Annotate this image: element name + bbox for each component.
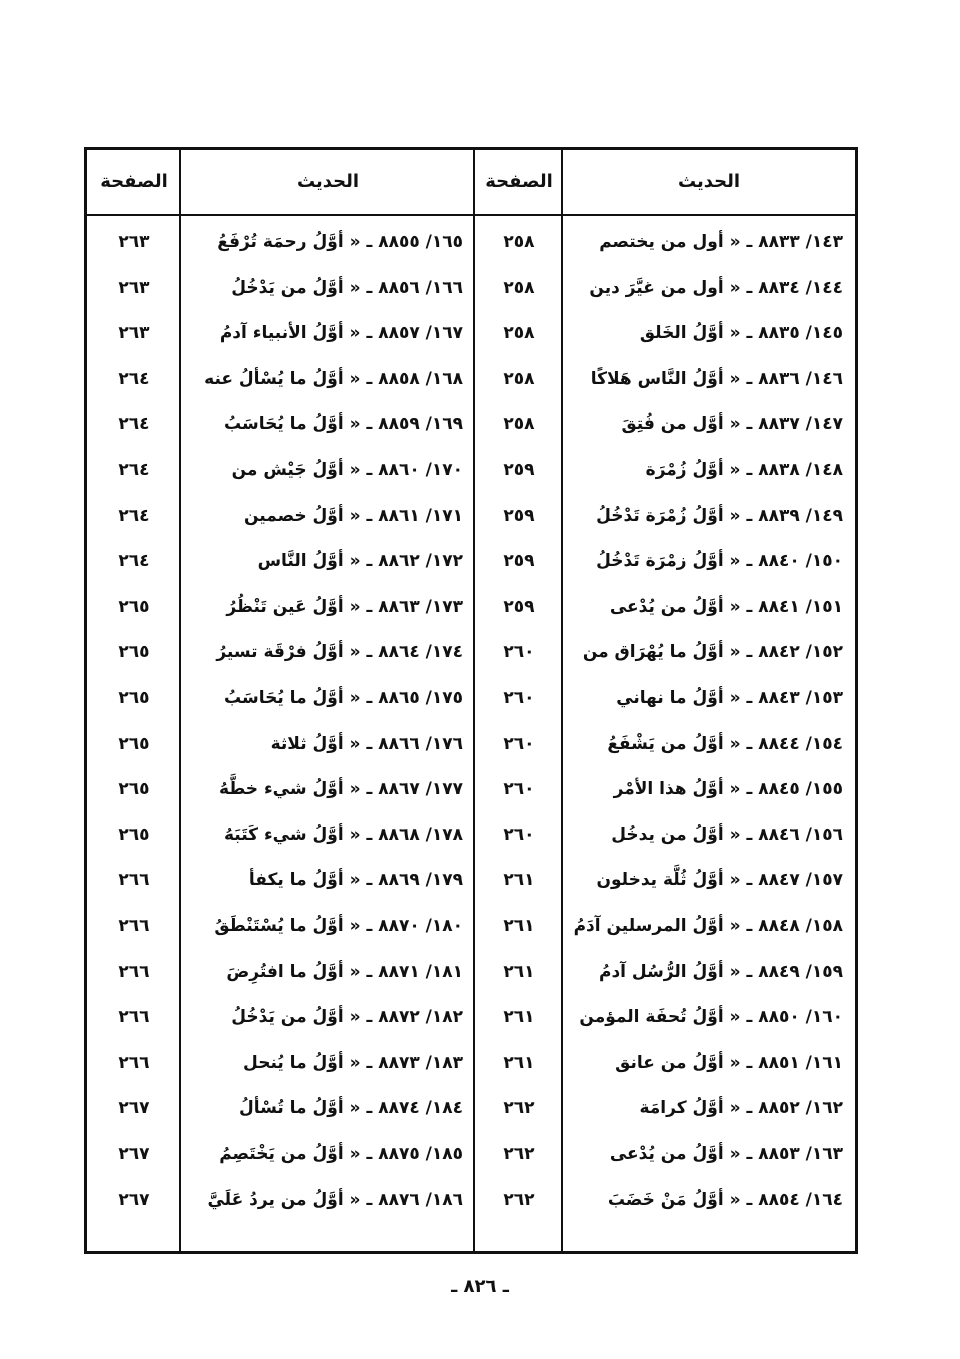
- hadith-entry: ١٥٦/ ٨٨٤٦ ـ « أوَّلُ من يدخُل: [611, 824, 843, 845]
- table-row: [87, 949, 855, 995]
- page-reference: ٢٥٨: [503, 277, 535, 298]
- hadith-entry: ١٤٤/ ٨٨٣٤ ـ « أول من غيَّرَ دين: [589, 277, 843, 298]
- hadith-entry: ١٧٦/ ٨٨٦٦ ـ « أوَّلُ ثلاثة: [270, 733, 463, 754]
- header-right-page: الصفحة: [485, 171, 553, 192]
- hadith-entry: ١٤٥/ ٨٨٣٥ ـ « أوَّلُ الخَلق: [639, 323, 843, 344]
- page-reference: ٢٥٩: [503, 596, 535, 617]
- hadith-entry: ١٨٤/ ٨٨٧٤ ـ « أوَّلُ ما تُسْألُ: [238, 1098, 463, 1119]
- table-row: [87, 675, 855, 721]
- hadith-entry: ١٤٩/ ٨٨٣٩ ـ « أوَّلُ زُمْرَة تَدْخُلُ: [596, 505, 843, 526]
- page-reference: ٢٦٤: [118, 368, 150, 389]
- table-row: [87, 721, 855, 767]
- page-reference: ٢٦١: [503, 961, 535, 982]
- page-reference: ٢٦١: [503, 1007, 535, 1028]
- table-row: [87, 766, 855, 812]
- hadith-entry: ١٧١/ ٨٨٦١ ـ « أوَّلُ خصمين: [243, 505, 463, 526]
- page-reference: ٢٥٨: [503, 323, 535, 344]
- hadith-entry: ١٧٣/ ٨٨٦٣ ـ « أوَّلُ عَين تَنْظُرُ: [226, 596, 463, 617]
- table-row: [87, 310, 855, 356]
- page-reference: ٢٦٠: [503, 688, 535, 708]
- table-row: [87, 493, 855, 539]
- page-reference: ٢٦٦: [118, 961, 150, 982]
- table-row: [87, 447, 855, 493]
- page-reference: ٢٦٦: [118, 916, 150, 936]
- page-reference: ٢٦١: [503, 916, 535, 936]
- page-reference: ٢٦٣: [118, 323, 150, 344]
- page-reference: ٢٥٩: [503, 505, 535, 526]
- page-reference: ٢٦٢: [503, 1189, 535, 1210]
- hadith-entry: ١٨٢/ ٨٨٧٢ ـ « أوَّلُ من يَدْخُلُ: [231, 1007, 463, 1028]
- header-left-hadith: الحديث: [296, 171, 360, 192]
- page-reference: ٢٥٨: [503, 368, 535, 389]
- hadith-entry: ١٦٢/ ٨٨٥٢ ـ « أوَّلُ كرامَة: [639, 1098, 843, 1119]
- hadith-entry: ١٥٠/ ٨٨٤٠ ـ « أوَّلُ زمْرَة تَدْخُلُ: [596, 551, 843, 572]
- hadith-entry: ١٦٠/ ٨٨٥٠ ـ « أوَّلُ تُحفَة المؤمن: [579, 1007, 843, 1028]
- page-reference: ٢٦١: [503, 870, 535, 891]
- table-row: [87, 1040, 855, 1086]
- table-row: [87, 538, 855, 584]
- table-row: [87, 401, 855, 447]
- page-reference: ٢٦٠: [503, 824, 535, 845]
- hadith-entry: ١٨٣/ ٨٨٧٣ ـ « أوَّلُ ما يُنحل: [243, 1052, 463, 1073]
- hadith-entry: ١٧٥/ ٨٨٦٥ ـ « أوَّلُ ما يُحَاسَبُ: [224, 688, 463, 708]
- hadith-entry: ١٧٢/ ٨٨٦٢ ـ « أوَّلُ النَّاس: [257, 551, 463, 572]
- page-reference: ٢٦٧: [118, 1098, 150, 1119]
- page-reference: ٢٥٩: [503, 551, 535, 572]
- hadith-entry: ١٦٥/ ٨٨٥٥ ـ « أوَّلُ رحمَة تُرْفَعُ: [217, 232, 463, 252]
- hadith-entry: ١٥٤/ ٨٨٤٤ ـ « أوَّلُ من يَشْفَعُ: [607, 733, 843, 754]
- hadith-entry: ١٧٧/ ٨٨٦٧ ـ « أوَّلُ شيء خطَّهُ: [218, 779, 463, 800]
- hadith-entry: ١٦٩/ ٨٨٥٩ ـ « أوَّلُ ما يُحَاسَبُ: [224, 414, 463, 435]
- page-reference: ٢٦١: [503, 1052, 535, 1073]
- header-right-hadith: الحديث: [677, 171, 741, 192]
- hadith-index-table: [84, 147, 858, 1254]
- page-reference: ٢٦٦: [118, 1007, 150, 1028]
- hadith-entry: ١٦٤/ ٨٨٥٤ ـ « أوَّلُ مَنْ خَضَبَ: [607, 1189, 843, 1210]
- page-reference: ٢٦٥: [118, 824, 150, 845]
- hadith-entry: ١٦٣/ ٨٨٥٣ ـ « أوَّلُ من يُدْعى: [609, 1144, 843, 1164]
- page-reference: ٢٦٣: [118, 277, 150, 298]
- page-reference: ٢٥٨: [503, 232, 535, 252]
- page-reference: ٢٦٢: [503, 1098, 535, 1119]
- hadith-entry: ١٥٥/ ٨٨٤٥ ـ « أوَّلُ هذا الأمْر: [613, 779, 843, 800]
- hadith-entry: ١٦٨/ ٨٨٥٨ ـ « أوَّلُ ما يُسْألُ عنه: [204, 368, 463, 389]
- page-reference: ٢٦٥: [118, 733, 150, 754]
- page-reference: ٢٦٤: [118, 551, 150, 572]
- hadith-entry: ١٦٧/ ٨٨٥٧ ـ « أوَّلُ الأنبياء آدمُ: [219, 323, 463, 344]
- page-reference: ٢٦٢: [503, 1144, 535, 1164]
- hadith-entry: ١٨٥/ ٨٨٧٥ ـ « أوَّلُ من يَخْتَصِمُ: [219, 1144, 463, 1164]
- page-reference: ٢٦٥: [118, 596, 150, 617]
- page-number: ـ ٨٢٦ ـ: [451, 1276, 509, 1297]
- hadith-entry: ١٤٨/ ٨٨٣٨ ـ « أوَّلُ زُمْرَة: [645, 460, 843, 480]
- header-left-page: الصفحة: [100, 171, 168, 192]
- hadith-entry: ١٤٣/ ٨٨٣٣ ـ « أول من يختصم: [599, 232, 843, 252]
- hadith-entry: ١٥٨/ ٨٨٤٨ ـ « أوَّلُ المرسلين آدَمُ: [573, 916, 843, 936]
- hadith-entry: ١٦١/ ٨٨٥١ ـ « أوَّلُ من عانق: [615, 1052, 843, 1073]
- table-row: [87, 994, 855, 1040]
- hadith-entry: ١٥٣/ ٨٨٤٣ ـ « أوَّلُ ما نهاني: [616, 688, 843, 708]
- page-reference: ٢٦٦: [118, 1052, 150, 1073]
- page-reference: ٢٦٠: [503, 733, 535, 754]
- table-row: [87, 265, 855, 311]
- page-reference: ٢٦٦: [118, 870, 150, 891]
- page-reference: ٢٦٤: [118, 505, 150, 526]
- table-row: [87, 857, 855, 903]
- table-header-row: [87, 150, 855, 216]
- hadith-entry: ١٨١/ ٨٨٧١ ـ « أوَّلُ ما افتُرِضَ: [226, 961, 463, 982]
- hadith-entry: ١٤٦/ ٨٨٣٦ ـ « أوَّلُ النَّاس هَلاكًا: [590, 368, 843, 389]
- page-reference: ٢٥٩: [503, 460, 535, 480]
- page-reference: ٢٦٠: [503, 642, 535, 663]
- table-row: [87, 1131, 855, 1177]
- hadith-entry: ١٥٧/ ٨٨٤٧ ـ « أوَّلُ ثُلَّة يدخلون: [596, 870, 843, 891]
- table-row: [87, 356, 855, 402]
- hadith-entry: ١٨٦/ ٨٨٧٦ ـ « أوَّلُ من يردُ عَلَيَّ: [207, 1189, 463, 1210]
- hadith-entry: ١٥٢/ ٨٨٤٢ ـ « أوَّلُ ما يُهْرَاق من: [582, 642, 843, 663]
- page-reference: ٢٦٣: [118, 232, 150, 252]
- hadith-entry: ١٨٠/ ٨٨٧٠ ـ « أوَّلُ ما يُسْتَنْطَقُ: [214, 916, 463, 936]
- page-reference: ٢٦٤: [118, 460, 150, 480]
- table-row: [87, 812, 855, 858]
- page-reference: ٢٦٤: [118, 414, 150, 435]
- page-reference: ٢٦٥: [118, 688, 150, 708]
- table-row: [87, 629, 855, 675]
- table-row: [87, 584, 855, 630]
- table-row: [87, 219, 855, 265]
- hadith-entry: ١٧٤/ ٨٨٦٤ ـ « أوَّلُ فرْقَة تسيرُ: [216, 642, 463, 663]
- hadith-entry: ١٥١/ ٨٨٤١ ـ « أوَّلُ من يُدْعى: [609, 596, 843, 617]
- table-row: [87, 1085, 855, 1131]
- page-reference: ٢٦٧: [118, 1189, 150, 1210]
- hadith-entry: ١٧٨/ ٨٨٦٨ ـ « أوَّلُ شيء كَتَبَهُ: [223, 824, 463, 845]
- table-row: [87, 903, 855, 949]
- hadith-entry: ١٦٦/ ٨٨٥٦ ـ « أوَّلُ من يَدْخُلُ: [231, 277, 463, 298]
- hadith-entry: ١٥٩/ ٨٨٤٩ ـ « أوَّلُ الرُّسُل آدمُ: [598, 961, 843, 982]
- hadith-entry: ١٧٠/ ٨٨٦٠ ـ « أوَّلُ جَيْش من: [231, 460, 463, 480]
- hadith-entry: ١٤٧/ ٨٨٣٧ ـ « أوَّل من فُتِقَ: [621, 414, 843, 435]
- hadith-entry: ١٧٩/ ٨٨٦٩ ـ « أوَّلُ ما يكفأ: [248, 870, 463, 891]
- page-reference: ٢٦٥: [118, 642, 150, 663]
- page-reference: ٢٦٠: [503, 779, 535, 800]
- page-reference: ٢٦٥: [118, 779, 150, 800]
- table-row: [87, 1177, 855, 1223]
- page-reference: ٢٦٧: [118, 1144, 150, 1164]
- page-reference: ٢٥٨: [503, 414, 535, 435]
